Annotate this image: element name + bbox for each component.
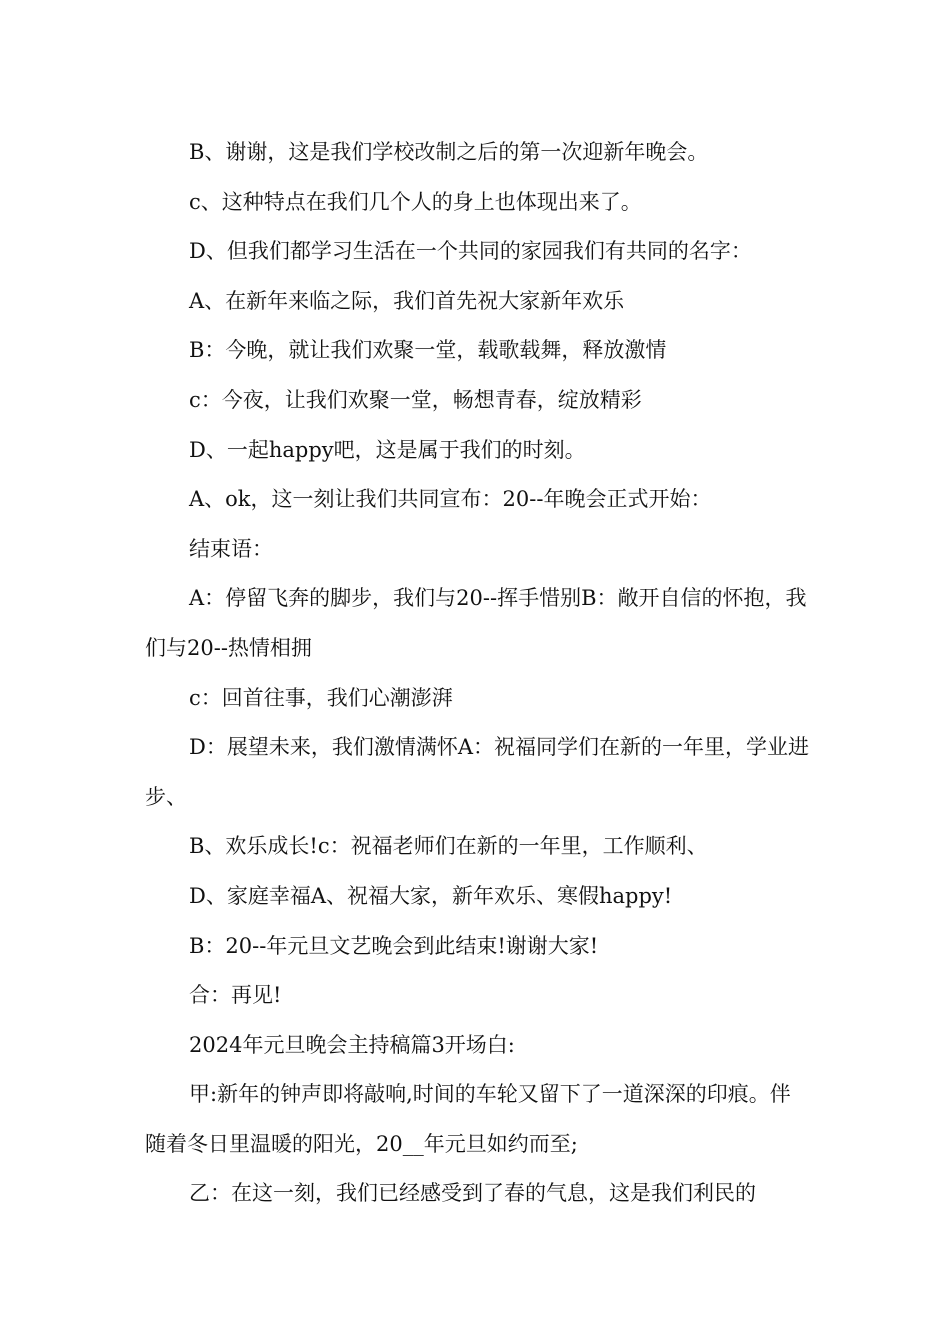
paragraph: 甲:新年的钟声即将敲响,时间的车轮又留下了一道深深的印痕。伴随着冬日里温暖的阳光，20__年元旦如约而至; <box>145 1082 791 1156</box>
section-heading: 结束语： <box>189 536 273 561</box>
paragraph: D、一起happy吧，这是属于我们的时刻。 <box>189 437 586 462</box>
paragraph: A、在新年来临之际，我们首先祝大家新年欢乐 <box>189 288 625 313</box>
paragraph: D：展望未来，我们激情满怀A：祝福同学们在新的一年里，学业进步、 <box>145 735 809 809</box>
paragraph: 合：再见! <box>189 983 282 1008</box>
paragraph: c、这种特点在我们几个人的身上也体现出来了。 <box>189 189 642 214</box>
paragraph: B：今晚，就让我们欢聚一堂，载歌载舞，释放激情 <box>189 338 667 363</box>
paragraph: A：停留飞奔的脚步，我们与20--挥手惜别B：敞开自信的怀抱，我们与20--热情相拥 <box>145 586 807 660</box>
paragraph: D、家庭幸福A、祝福大家，新年欢乐、寒假happy! <box>189 883 673 908</box>
paragraph: B、谢谢，这是我们学校改制之后的第一次迎新年晚会。 <box>189 140 709 164</box>
document-body <box>145 128 810 1219</box>
paragraph: D、但我们都学习生活在一个共同的家园我们有共同的名字： <box>189 239 752 264</box>
paragraph: B：20--年元旦文艺晚会到此结束!谢谢大家! <box>189 933 599 958</box>
paragraph: 乙：在这一刻，我们已经感受到了春的气息，这是我们利民的 <box>189 1181 756 1206</box>
paragraph: B、欢乐成长!c：祝福老师们在新的一年里，工作顺利、 <box>189 834 708 859</box>
paragraph: A、ok，这一刻让我们共同宣布：20--年晚会正式开始： <box>189 487 712 512</box>
paragraph: c：回首往事，我们心潮澎湃 <box>189 685 453 710</box>
paragraph: c：今夜，让我们欢聚一堂，畅想青春，绽放精彩 <box>189 387 642 412</box>
section-heading: 2024年元旦晚会主持稿篇3开场白: <box>189 1032 515 1057</box>
